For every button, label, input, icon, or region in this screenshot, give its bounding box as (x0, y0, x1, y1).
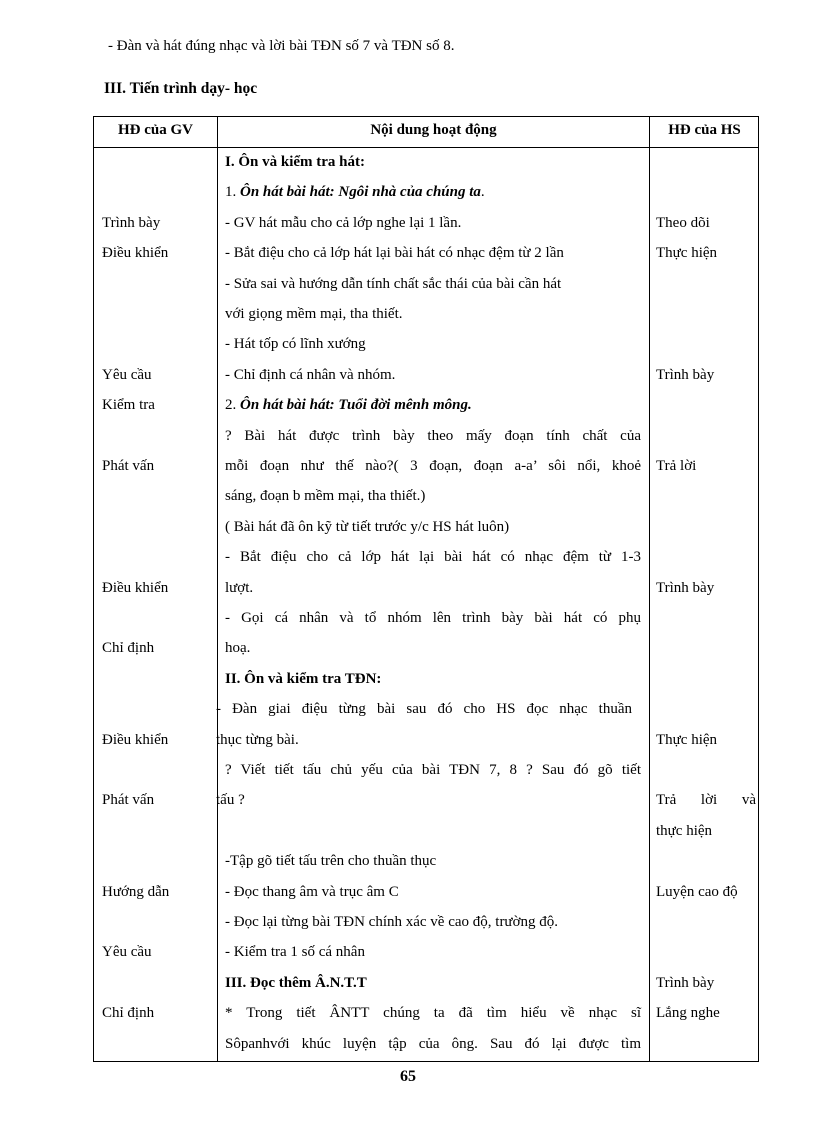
content-line-text: - Gọi cá nhân và tổ nhóm lên trình bày bài hát có phụ (225, 610, 641, 626)
content-line (225, 998, 641, 1028)
gv-activity (102, 937, 217, 967)
gv-activity-text: Điều khiển (102, 731, 169, 748)
content-line-text: - Kiểm tra 1 số cá nhân (225, 944, 365, 961)
header-hs: HĐ của HS (668, 122, 741, 138)
gv-activity-text: Yêu cầu (102, 366, 152, 383)
content-line-text: ( Bài hát đã ôn kỹ từ tiết trước y/c HS hát luôn) (225, 518, 510, 535)
content-line-text: tấu ? (216, 792, 245, 809)
content-line (216, 785, 632, 815)
hs-activity (656, 208, 756, 238)
hs-activity-text: Trả lời và (656, 792, 756, 809)
hs-activity-text: thực hiện (656, 822, 713, 839)
content-line (225, 907, 641, 937)
content-line (225, 755, 641, 785)
content-line (225, 269, 641, 299)
content-line-text: - Bắt điệu cho cả lớp hát lại bài hát có nhạc đệm từ 2 lần (225, 245, 564, 262)
content-line-text: - Đàn giai điệu từng bài sau đó cho HS đọc nhạc thuần (216, 701, 632, 718)
gv-activity-text: Chỉ định (102, 1005, 155, 1022)
content-line (225, 238, 641, 268)
content-line (225, 390, 641, 420)
content-line (225, 451, 641, 481)
content-line (225, 1029, 641, 1059)
content-line (225, 421, 641, 451)
hs-activity-text: Luyện cao độ (656, 883, 738, 900)
gv-activity (102, 998, 217, 1028)
content-line (225, 664, 641, 694)
item-number: 1. (225, 184, 240, 201)
hs-activity (656, 451, 756, 481)
content-line (225, 937, 641, 967)
content-line (225, 877, 641, 907)
gv-activity-text: Trình bày (102, 214, 161, 231)
content-line (225, 542, 641, 572)
content-line-text: Sôpanhvới khúc luyện tập của ông. Sau đó lại được tìm (225, 1035, 641, 1052)
hs-activity-text: Thực hiện (656, 245, 718, 262)
content-line-text: ? Bài hát được trình bày theo mấy đoạn tính chất của (225, 427, 641, 444)
content-line (225, 512, 641, 542)
header-content: Nội dung hoạt động (370, 122, 497, 138)
lesson-table (93, 116, 759, 1062)
content-line-text: thục từng bài. (216, 731, 299, 748)
content-line-text: mỗi đoạn như thế nào?( 3 đoạn, đoạn a-a’ sôi nổi, khoẻ (225, 458, 641, 474)
content-line (225, 481, 641, 511)
content-line-text: - Đọc thang âm và trục âm C (225, 883, 399, 900)
content-line-text: II. Ôn và kiểm tra TĐN: (225, 670, 382, 687)
content-line (216, 694, 632, 724)
gv-activity-text: Yêu cầu (102, 944, 152, 961)
content-line-text: - Hát tốp có lĩnh xướng (225, 336, 366, 353)
hs-activity (656, 968, 756, 998)
header-gv: HĐ của GV (118, 122, 193, 138)
hs-activity (656, 360, 756, 390)
gv-activity (102, 208, 217, 238)
hs-activity-text: Theo dõi (656, 214, 710, 231)
hs-activity (656, 573, 756, 603)
gv-activity-text: Phát vấn (102, 458, 155, 474)
content-line-text: I. Ôn và kiểm tra hát: (225, 154, 365, 170)
content-line-text: sáng, đoạn b mềm mại, tha thiết.) (225, 488, 426, 505)
content-line (225, 299, 641, 329)
gv-activity (102, 451, 217, 481)
hs-activity-text: Lắng nghe (656, 1005, 720, 1022)
content-line (225, 846, 641, 876)
hs-activity-text: Trình bày (656, 366, 715, 383)
content-line (225, 360, 641, 390)
gv-activity-text: Hướng dẫn (102, 883, 170, 900)
content-line-text: - Bắt điệu cho cả lớp hát lại bài hát có nhạc đệm từ 1-3 (225, 549, 641, 566)
item-number: 2. (225, 397, 240, 414)
gv-activity (102, 573, 217, 603)
content-line-text: - Chỉ định cá nhân và nhóm. (225, 366, 396, 383)
section-title: III. Tiến trình dạy- học (104, 80, 258, 97)
content-line (225, 147, 641, 177)
gv-activity-text: Phát vấn (102, 792, 155, 809)
content-line-text: - GV hát mẫu cho cả lớp nghe lại 1 lần. (225, 214, 462, 231)
content-line-text: * Trong tiết ÂNTT chúng ta đã tìm hiểu về nhạc sĩ (225, 1005, 641, 1022)
content-line (225, 968, 641, 998)
content-line (225, 603, 641, 633)
gv-activity (102, 360, 217, 390)
content-line-text: với giọng mềm mại, tha thiết. (225, 306, 403, 322)
content-line-text: hoạ. (225, 640, 251, 657)
content-line-text: Ôn hát bài hát: Tuổi đời mênh mông. (240, 397, 472, 414)
content-line-text: lượt. (225, 579, 254, 596)
hs-activity (656, 998, 756, 1028)
gv-activity (102, 785, 217, 815)
content-line-text: Ôn hát bài hát: Ngôi nhà của chúng ta (240, 184, 481, 201)
column-divider (217, 117, 218, 1061)
gv-activity (102, 238, 217, 268)
content-line (216, 725, 632, 755)
hs-activity-text: Trình bày (656, 974, 715, 991)
content-line-text: - Đọc lại từng bài TĐN chính xác về cao độ, trường độ. (225, 914, 558, 930)
content-line (225, 329, 641, 359)
hs-activity-text: Trình bày (656, 579, 715, 596)
content-line (225, 177, 641, 207)
hs-activity (656, 238, 756, 268)
content-line-text: - Sửa sai và hướng dẫn tính chất sắc thái của bài cần hát (225, 275, 562, 292)
column-divider (649, 117, 650, 1061)
hs-activity (656, 816, 756, 846)
gv-activity (102, 725, 217, 755)
item-suffix: . (480, 184, 485, 201)
gv-activity-text: Chỉ định (102, 640, 155, 657)
content-line (225, 633, 641, 663)
gv-activity-text: Kiểm tra (102, 397, 155, 414)
hs-activity (656, 785, 756, 815)
intro-line: - Đàn và hát đúng nhạc và lời bài TĐN số 7 và TĐN số 8. (108, 38, 455, 54)
content-line (225, 573, 641, 603)
hs-activity-text: Trả lời (656, 458, 697, 474)
hs-activity-text: Thực hiện (656, 731, 718, 748)
page-number: 65 (400, 1068, 416, 1085)
hs-activity (656, 877, 756, 907)
content-line-text: -Tập gõ tiết tấu trên cho thuần thục (225, 853, 437, 870)
gv-activity-text: Điều khiển (102, 579, 169, 596)
gv-activity-text: Điều khiển (102, 245, 169, 262)
content-line (225, 208, 641, 238)
gv-activity (102, 877, 217, 907)
gv-activity (102, 633, 217, 663)
hs-activity (656, 725, 756, 755)
gv-activity (102, 390, 217, 420)
content-line-text: III. Đọc thêm Â.N.T.T (225, 974, 367, 991)
content-line-text: ? Viết tiết tấu chủ yếu của bài TĐN 7, 8 ? Sau đó gõ tiết (225, 762, 641, 778)
